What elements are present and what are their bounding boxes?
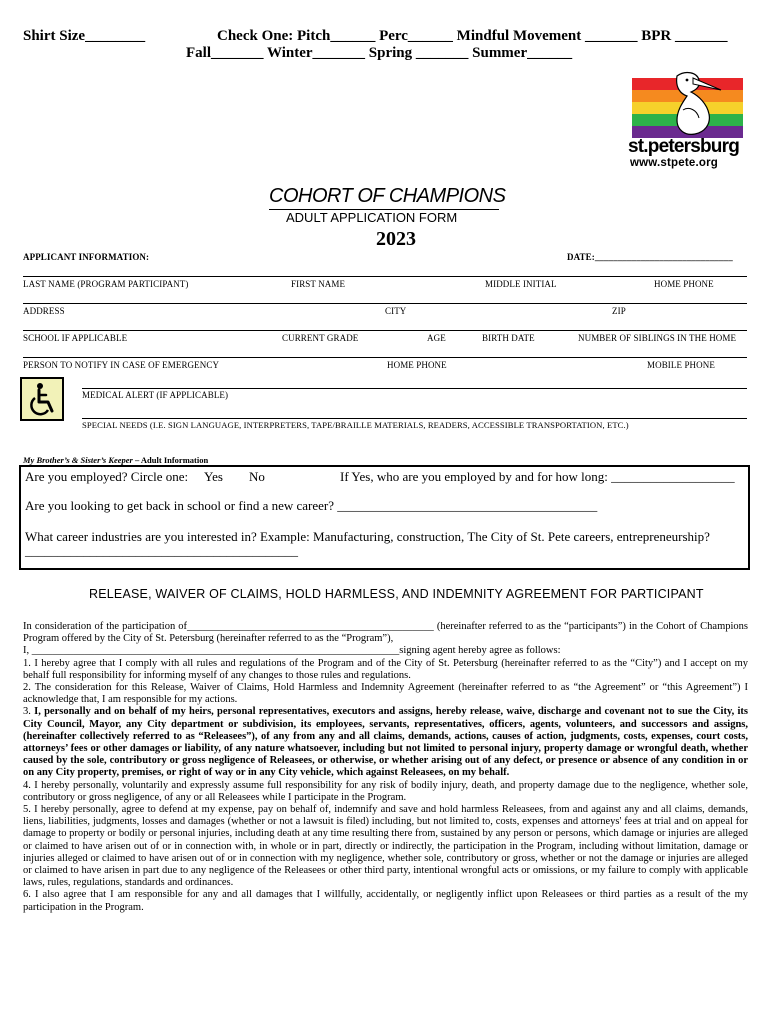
school-label: SCHOOL IF APPLICABLE <box>23 333 128 343</box>
last-name-label: LAST NAME (PROGRAM PARTICIPANT) <box>23 279 189 289</box>
career-industries-field[interactable]: __________________________________________ <box>25 543 298 558</box>
release-clause-2: 2. The consideration for this Release, Waiver of Claims, Hold Harmless and Indemnity Agreement (hereinafter referred to as “the Agreement” or “this Agreement”) I acknowledge that, I am responsible for my actions. <box>23 682 748 706</box>
special-needs-label: SPECIAL NEEDS (I.E. SIGN LANGUAGE, INTERPRETERS, TAPE/BRAILLE MATERIALS, READERS, ACCESSIBLE TRANSPORTATION, ETC.) <box>82 420 629 430</box>
career-industries-question: What career industries are you interested in? Example: Manufacturing, construction, The City of St. Pete careers, entrepreneurship? <box>25 529 710 544</box>
accessibility-icon <box>20 377 64 421</box>
logo-url: www.stpete.org <box>630 157 718 169</box>
school-career-field[interactable]: Are you looking to get back in school or find a new career? ________________________________________ <box>25 498 598 513</box>
signing-agent-line[interactable]: I, ______________________________________________________________________signing agent hereby agree as follows: <box>23 645 561 657</box>
release-clause-1: 1. I hereby agree that I comply with all rules and regulations of the Program and of the City of St. Petersburg (hereinafter referred to as the “City”) and I accept on my behalf full responsibility for informing myself of any changes to those rules and regulations. <box>23 657 748 681</box>
release-clause-6: 6. I also agree that I am responsible for any and all damages that I willfully, accidentally, or negligently inflict upon Releasees or third parties as a result of the my participation in the Program. <box>23 889 748 913</box>
mobile-phone-label: MOBILE PHONE <box>647 360 715 370</box>
form-title: COHORT OF CHAMPIONS <box>269 185 506 207</box>
emergency-home-phone-label: HOME PHONE <box>387 360 447 370</box>
medical-alert-label: MEDICAL ALERT (IF APPLICABLE) <box>82 390 229 400</box>
adult-info-heading <box>23 455 208 465</box>
siblings-label: NUMBER OF SIBLINGS IN THE HOME <box>578 333 737 343</box>
age-label: AGE <box>427 333 446 343</box>
release-clause-3-number: 3. <box>23 706 35 718</box>
employed-no-option[interactable]: No <box>249 469 265 484</box>
release-clause-5: 5. I hereby personally, agree to defend at my expense, pay on behalf of, indemnify and save and hold harmless Releasees, from and against any and all claims, demands, liens, liabilities, judgments, losses and damages (whether or not a lawsuit is filed) including, but not limited to, costs, expenses and attorneys' fees at trial and on appeal for damage to property or bodily or personal injuries, including death at any time resulting there from, sustained by any person or persons, which damage or injuries are alleged or claimed to have arisen out of or in connection with, in whole or in part, directly or indirectly, the participation in the Program, including without limitation, damage or injuries alleged or claimed to have arisen out of or in connection with my negligence, whether sole, contributory or gross, whether or not the damage or injuries are alleged or claimed to have arisen in part due to any negligence of the Releasees or other third party, intentional wrongful acts or omissions, or my failure to comply with applicable laws, rules, regulations, standards and ordinances. <box>23 804 748 889</box>
city-label: CITY <box>385 306 407 316</box>
release-clause-3-text: I, personally and on behalf of my heirs, personal representatives, executors and assigns, hereby release, waive, discharge and covenant not to sue the City, its City Council, Mayor, any City department or subdivision, its employees, servants, representatives, officers, agents, volunteers, and successors and assigns, (hereinafter collectively referred to as “Releasees”), of any from any and all claims, demands, actions, causes of action, judgments, costs, expenses, court costs, attorneys’ fees or other damages or liability, of any nature whatsoever, including but not limited to personal injury, property damage or wrongful death, whether caused by the sole, contributory or gross negligence of Releasees, or otherwise, or whether arising out of any defect, or presence or absence of any condition in or on any City property, premises, or right of way or in any City vehicle, which against Releasees, on my behalf. <box>23 706 748 779</box>
middle-initial-label: MIDDLE INITIAL <box>485 279 557 289</box>
emergency-contact-label: PERSON TO NOTIFY IN CASE OF EMERGENCY <box>23 360 220 370</box>
row1-line[interactable] <box>23 276 747 277</box>
date-field[interactable]: DATE:______________________________ <box>567 252 733 262</box>
release-body <box>23 621 748 914</box>
special-needs-line[interactable] <box>82 418 747 419</box>
adult-info-heading-italic: My Brother’s & Sister’s Keeper <box>23 455 133 465</box>
birth-date-label: BIRTH DATE <box>482 333 535 343</box>
address-label: ADDRESS <box>23 306 65 316</box>
form-subtitle: ADULT APPLICATION FORM <box>286 210 458 225</box>
logo-name: st.petersburg <box>628 136 740 157</box>
first-name-label: FIRST NAME <box>291 279 346 289</box>
release-title: RELEASE, WAIVER OF CLAIMS, HOLD HARMLESS, AND INDEMNITY AGREEMENT FOR PARTICIPANT <box>89 587 704 601</box>
medical-alert-line[interactable] <box>82 388 747 389</box>
st-petersburg-logo <box>628 70 748 175</box>
pelican-icon <box>663 70 723 138</box>
employer-field[interactable]: If Yes, who are you employed by and for how long: ___________________ <box>340 469 735 484</box>
row2-line[interactable] <box>23 303 747 304</box>
release-clause-3 <box>23 706 748 779</box>
employed-yes-option[interactable]: Yes <box>204 469 223 484</box>
row3-line[interactable] <box>23 330 747 331</box>
current-grade-label: CURRENT GRADE <box>282 333 359 343</box>
home-phone-label: HOME PHONE <box>654 279 714 289</box>
season-check-line2: Fall_______ Winter_______ Spring _______ Summer______ <box>186 45 573 61</box>
applicant-info-heading: APPLICANT INFORMATION: <box>23 252 150 262</box>
release-clause-4: 4. I hereby personally, voluntarily and expressly assume full responsibility for any risk of bodily injury, death, and property damage due to the negligence, whether sole, contributory or gross negligence, of any or all Releasees while I participate in the Program. <box>23 779 748 803</box>
adult-info-box <box>19 465 750 570</box>
row4-line[interactable] <box>23 357 747 358</box>
zip-label: ZIP <box>612 306 626 316</box>
session-check-line1: Check One: Pitch______ Perc______ Mindful Movement _______ BPR _______ <box>217 28 728 44</box>
release-intro: In consideration of the participation of_______________________________________________ (hereinafter referred to as the “participants”) in the Cohort of Champions Program offered by the City of St. Petersburg (hereinafter referred to as the “Program”), <box>23 621 748 645</box>
adult-info-heading-rest: – Adult Information <box>132 455 209 465</box>
employed-question: Are you employed? Circle one: <box>25 469 189 484</box>
shirt-size-label: Shirt Size________ <box>23 28 146 44</box>
form-year: 2023 <box>376 228 416 250</box>
